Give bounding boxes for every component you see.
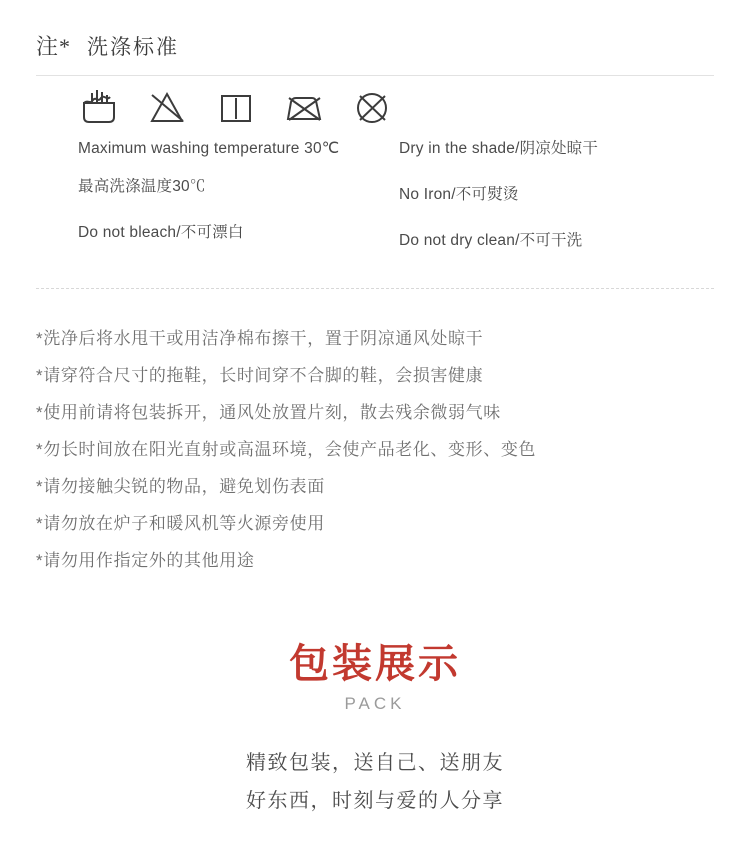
do-not-dry-clean-icon <box>350 88 394 128</box>
section-divider <box>36 288 714 289</box>
pack-description <box>0 744 750 820</box>
care-instructions-right <box>397 138 718 268</box>
care-line: No Iron/不可熨烫 <box>399 186 519 203</box>
care-instructions-left <box>78 138 397 268</box>
care-instructions <box>78 138 718 268</box>
care-line: Dry in the shade/阴凉处晾干 <box>399 140 599 157</box>
list-item: *请勿放在炉子和暖风机等火源旁使用 <box>36 514 325 533</box>
note-mark: 注* <box>36 34 72 59</box>
pack-description-line: 精致包装，送自己、送朋友 <box>246 752 504 774</box>
list-item: *使用前请将包装拆开，通风处放置片刻，散去残余微弱气味 <box>36 403 501 422</box>
care-symbol-row <box>78 88 394 128</box>
care-line: 最高洗涤温度30℃ <box>78 178 206 195</box>
list-item: *请勿接触尖锐的物品，避免划伤表面 <box>36 477 325 496</box>
list-item: *洗净后将水甩干或用洁净棉布擦干，置于阴凉通风处晾干 <box>36 329 484 348</box>
list-item: *勿长时间放在阳光直射或高温环境，会使产品老化、变形、变色 <box>36 440 537 459</box>
care-line: Maximum washing temperature 30℃ <box>78 140 340 157</box>
care-line: Do not bleach/不可漂白 <box>78 224 244 241</box>
pack-description-line: 好东西，时刻与爱的人分享 <box>246 790 504 812</box>
pack-subtitle: PACK <box>344 694 406 713</box>
list-item: *请勿用作指定外的其他用途 <box>36 551 255 570</box>
page-title: 洗涤标准 <box>87 36 180 59</box>
no-iron-icon <box>282 88 326 128</box>
usage-tips-list <box>36 320 716 579</box>
pack-title: 包装展示 <box>289 642 461 686</box>
hand-wash-icon <box>78 88 122 128</box>
care-line: Do not dry clean/不可干洗 <box>399 232 583 249</box>
list-item: *请穿符合尺寸的拖鞋，长时间穿不合脚的鞋，会损害健康 <box>36 366 484 385</box>
pack-section <box>0 640 750 820</box>
do-not-bleach-icon <box>146 88 190 128</box>
care-header <box>36 30 714 76</box>
dry-in-shade-icon <box>214 88 258 128</box>
